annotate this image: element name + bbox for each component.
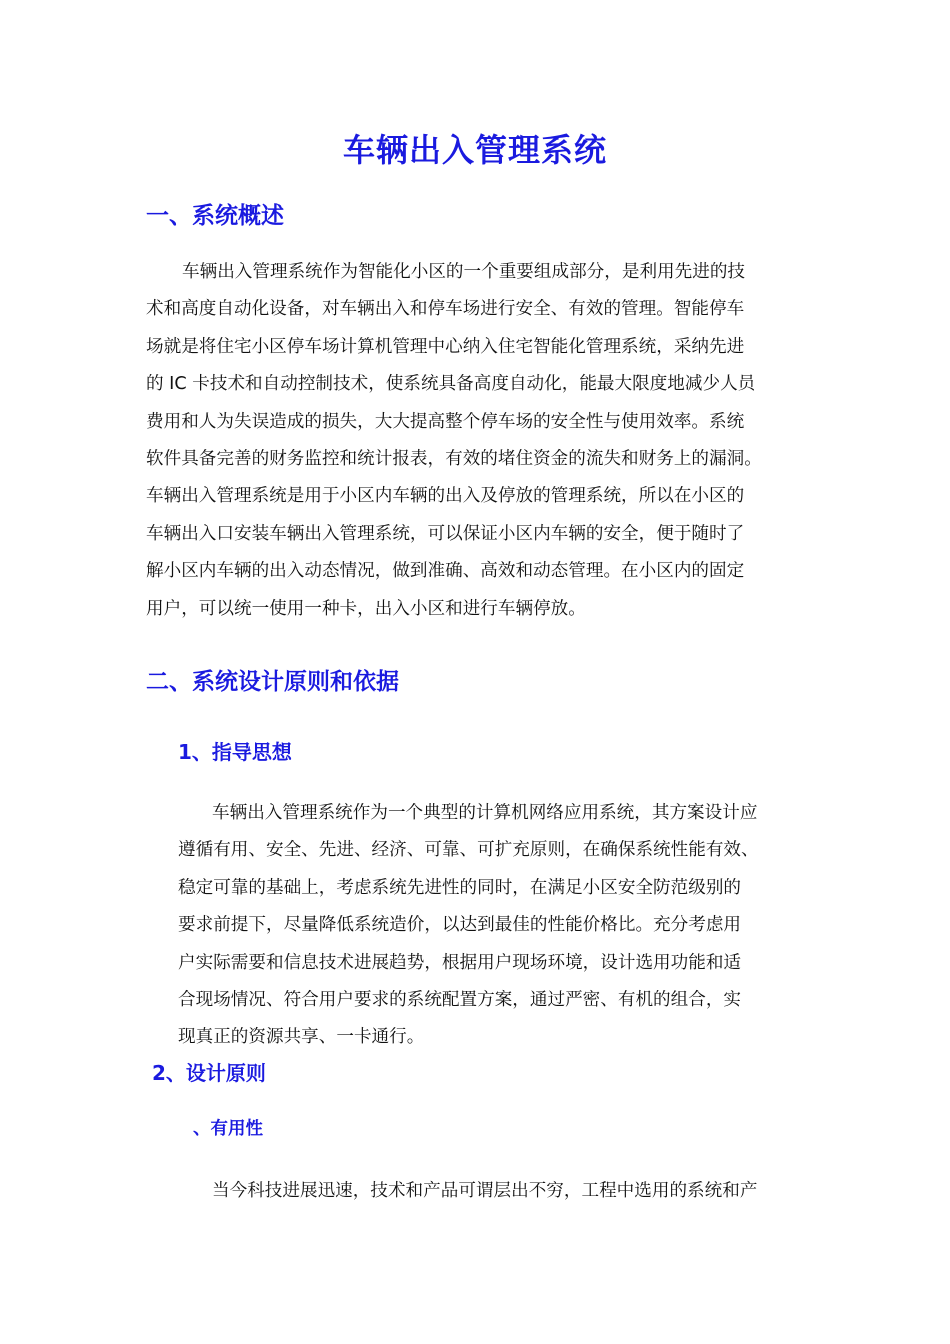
paragraph-line: 现真正的资源共享、一卡通行。 (178, 1027, 425, 1048)
paragraph-line: 户实际需要和信息技术进展趋势，根据用户现场环境，设计选用功能和适 (178, 952, 742, 973)
item-heading-usefulness: 、有用性 (193, 1119, 263, 1139)
subsection-heading-guiding-idea: 1、指导思想 (178, 740, 292, 764)
paragraph-line: 稳定可靠的基础上，考虑系统先进性的同时，在满足小区安全防范级别的 (178, 877, 742, 898)
usefulness-paragraph (178, 1173, 757, 1210)
paragraph-line: 当今科技进展迅速，技术和产品可谓层出不穷，工程中选用的系统和产 (212, 1181, 758, 1201)
paragraph-line: 的 IC 卡技术和自动控制技术，使系统具备高度自动化，能最大限度地减少人员 (146, 374, 756, 395)
paragraph-line: 费用和人为失误造成的损失，大大提高整个停车场的安全性与使用效率。系统 (146, 411, 745, 432)
subsection-heading-design-principles: 2、设计原则 (152, 1061, 266, 1085)
guiding-idea-paragraph (178, 795, 759, 1057)
document-title: 车辆出入管理系统 (342, 131, 607, 169)
paragraph-line: 合现场情况、符合用户要求的系统配置方案，通过严密、有机的组合，实 (178, 989, 742, 1010)
section-heading-design-principles: 二、系统设计原则和依据 (146, 669, 399, 695)
paragraph-line: 用户，可以统一使用一种卡，出入小区和进行车辆停放。 (146, 598, 586, 619)
paragraph-line: 车辆出入管理系统是用于小区内车辆的出入及停放的管理系统，所以在小区的 (146, 486, 745, 507)
section-heading-overview: 一、系统概述 (146, 203, 284, 229)
paragraph-line: 软件具备完善的财务监控和统计报表，有效的堵住资金的流失和财务上的漏洞。 (146, 448, 762, 469)
paragraph-line: 车辆出入管理系统作为一个典型的计算机网络应用系统，其方案设计应 (212, 803, 758, 823)
paragraph-line: 术和高度自动化设备，对车辆出入和停车场进行安全、有效的管理。智能停车 (146, 299, 745, 320)
paragraph-line: 场就是将住宅小区停车场计算机管理中心纳入住宅智能化管理系统，采纳先进 (146, 336, 745, 357)
paragraph-line: 车辆出入管理系统作为智能化小区的一个重要组成部分，是利用先进的技 (182, 262, 746, 282)
paragraph-line: 遵循有用、安全、先进、经济、可靠、可扩充原则，在确保系统性能有效、 (178, 840, 759, 861)
paragraph-line: 解小区内车辆的出入动态情况，做到准确、高效和动态管理。在小区内的固定 (146, 561, 745, 582)
paragraph-line: 车辆出入口安装车辆出入管理系统，可以保证小区内车辆的安全，便于随时了 (146, 523, 745, 544)
paragraph-line: 要求前提下，尽量降低系统造价，以达到最佳的性能价格比。充分考虑用 (178, 915, 742, 936)
overview-paragraph (146, 254, 762, 628)
